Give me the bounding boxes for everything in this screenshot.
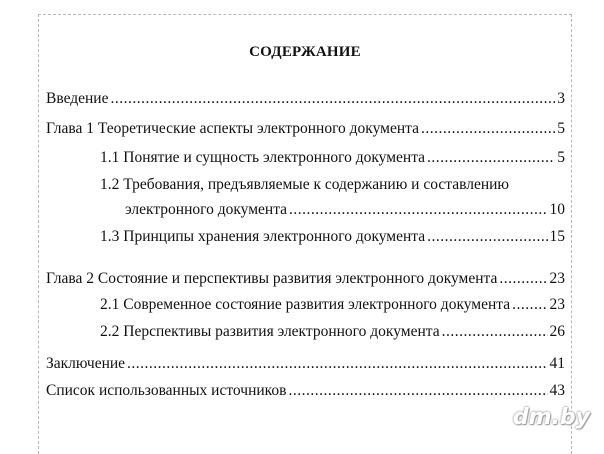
toc-page-number: 3 bbox=[557, 90, 565, 107]
toc-entry-text: электронного документа bbox=[125, 201, 288, 218]
toc-page-number: 26 bbox=[549, 323, 565, 340]
toc-entry-text: Глава 2 Состояние и перспективы развития электронного документа bbox=[46, 270, 498, 287]
toc-entry-text: 2.1 Современное состояние развития электронного документа bbox=[100, 296, 511, 313]
toc-entry-text: 2.2 Перспективы развития электронного документа bbox=[100, 323, 440, 340]
toc-leader-dots bbox=[421, 119, 555, 139]
toc-leader-dots bbox=[289, 200, 547, 220]
page-title: СОДЕРЖАНИЕ bbox=[249, 44, 361, 60]
toc-entry-sources bbox=[39, 381, 571, 401]
toc-leader-dots bbox=[427, 148, 555, 168]
document-page bbox=[38, 14, 572, 454]
toc-entry-2-2 bbox=[39, 322, 571, 342]
toc-entry-1-3 bbox=[39, 227, 571, 247]
toc-entry-text: 1.1 Понятие и сущность электронного документа bbox=[100, 149, 426, 166]
toc-page-number: 10 bbox=[549, 201, 565, 218]
toc-leader-dots bbox=[499, 269, 547, 289]
watermark-logo: dm.by bbox=[512, 405, 590, 430]
toc-page-number: 5 bbox=[557, 120, 565, 137]
toc-entry-1-1 bbox=[39, 148, 571, 168]
toc-page-number: 41 bbox=[549, 355, 565, 372]
toc-entry-text: Введение bbox=[46, 90, 109, 107]
toc-page-number: 23 bbox=[549, 296, 565, 313]
toc-leader-dots bbox=[127, 354, 547, 374]
toc-page-number: 23 bbox=[549, 270, 565, 287]
toc-page-number: 5 bbox=[557, 149, 565, 166]
toc-entry-chapter-1 bbox=[39, 119, 571, 139]
toc-entry-text: 1.3 Принципы хранения электронного документа bbox=[100, 228, 426, 245]
toc-leader-dots bbox=[110, 89, 555, 109]
toc-leader-dots bbox=[427, 227, 547, 247]
toc-entry-text: Список использованных источников bbox=[46, 382, 287, 399]
toc-leader-dots bbox=[442, 322, 548, 342]
toc-page-number: 43 bbox=[549, 382, 565, 399]
toc-entry-text: Заключение bbox=[46, 355, 126, 372]
toc-entry-1-2 bbox=[39, 200, 571, 220]
toc-entry-2-1 bbox=[39, 295, 571, 315]
toc-entry-text: Глава 1 Теоретические аспекты электронного документа bbox=[46, 120, 419, 137]
toc-entry-chapter-2 bbox=[39, 269, 571, 289]
toc-entry-intro bbox=[39, 89, 571, 109]
toc-page-number: 15 bbox=[549, 228, 565, 245]
toc-entry-conclusion bbox=[39, 354, 571, 374]
toc-leader-dots bbox=[288, 381, 547, 401]
toc-entry-1-2-line-1: 1.2 Требования, предъявляемые к содержанию и составлению bbox=[100, 176, 509, 193]
toc-leader-dots bbox=[512, 295, 547, 315]
